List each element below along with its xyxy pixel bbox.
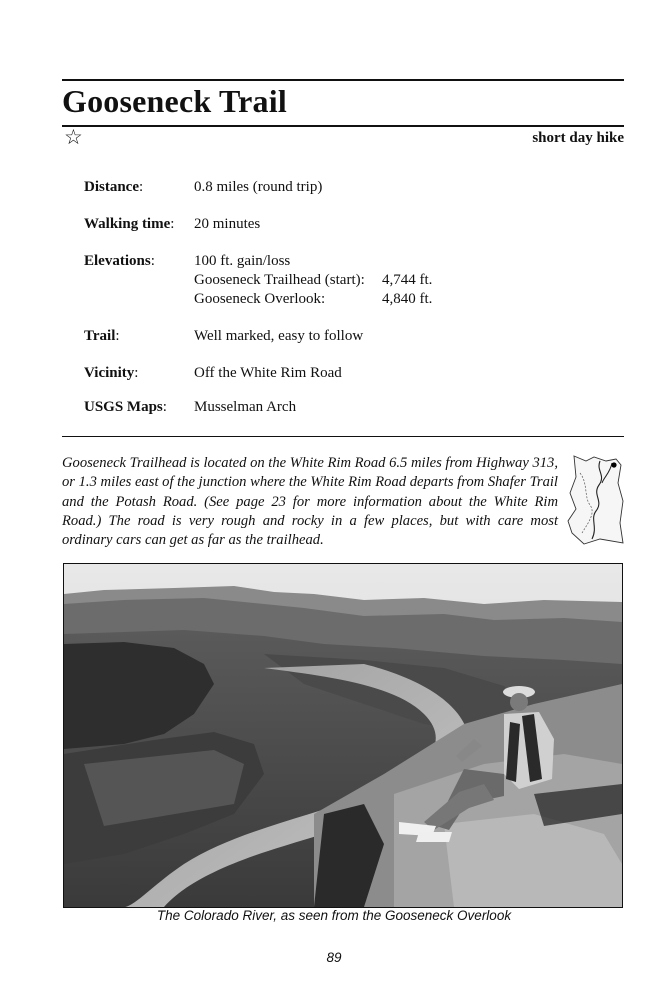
fact-value: Off the White Rim Road [194,365,342,381]
title-underline-rule [62,125,624,127]
fact-label: Trail [84,328,116,344]
page-number: 89 [326,950,342,965]
fact-label: USGS Maps [84,399,163,415]
fact-label: Elevations [84,253,151,269]
canyon-photo-illustration [64,564,622,907]
elevation-point-value: 4,840 ft. [382,291,433,307]
location-marker [611,462,616,467]
top-rule [62,79,624,81]
fact-value: Well marked, easy to follow [194,328,364,344]
fact-value: 0.8 miles (round trip) [194,179,323,195]
trailhead-directions: Gooseneck Trailhead is located on the White Rim Road 6.5 miles from Highway 313, or 1.3 miles east of the junction where the White Rim Road departs from Shafer Trail and the Potash Road. (See page 23 for more information about the White Rim Road.) The road is very rough and rocky in a few places, but with care most ordinary cars can get as far as the trailhead. [62,455,558,549]
fact-value: 20 minutes [194,216,261,232]
fact-label: Walking time [84,216,171,232]
elevation-point-value: 4,744 ft. [382,272,433,288]
fact-label: Vicinity [84,365,135,381]
page-title: Gooseneck Trail [62,83,287,119]
section-rule [62,436,624,437]
elevation-point-name: Gooseneck Trailhead (start): [194,272,365,288]
park-outline [568,456,623,544]
difficulty-label: short day hike [532,130,624,146]
fact-value: Musselman Arch [194,399,297,415]
fact-value: 100 ft. gain/loss [194,253,291,269]
river-photo [63,563,623,908]
photo-caption: The Colorado River, as seen from the Gooseneck Overlook [156,908,512,923]
elevation-point-name: Gooseneck Overlook: [194,291,326,307]
star-outline-icon: ☆ [64,125,83,149]
locator-map [566,453,624,545]
fact-label: Distance [84,179,139,195]
